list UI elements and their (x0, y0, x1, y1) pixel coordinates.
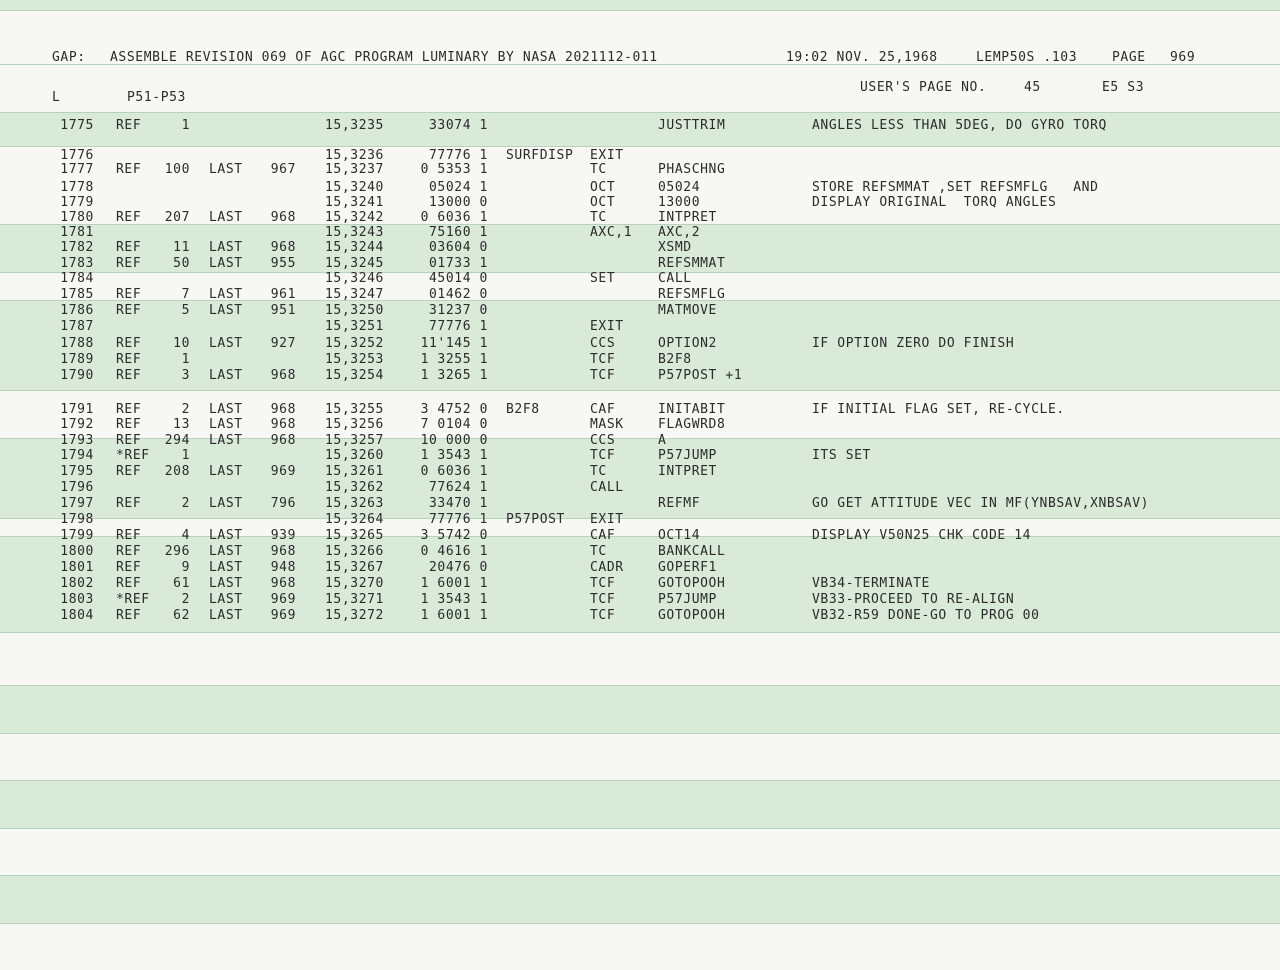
listing-refnum: 296 (164, 544, 190, 559)
header-line-1 (0, 50, 1196, 66)
listing-word: 1 6001 1 (420, 576, 488, 591)
listing-refnum: 1 (181, 352, 190, 367)
listing-addr: 15,3264 (325, 512, 384, 527)
listing-row (0, 544, 1280, 560)
listing-refnum: 207 (164, 210, 190, 225)
greenbar-rule (0, 10, 1280, 11)
listing-lastnum: 961 (270, 287, 296, 302)
listing-refnum: 50 (173, 256, 190, 271)
listing-ref: REF (116, 118, 142, 133)
listing-word: 1 3255 1 (420, 352, 488, 367)
listing-addr: 15,3272 (325, 608, 384, 623)
listing-ref: REF (116, 303, 142, 318)
listing-lastnum: 968 (270, 544, 296, 559)
listing-addr: 15,3261 (325, 464, 384, 479)
listing-operand: CALL (658, 271, 692, 286)
listing-addr: 15,3257 (325, 433, 384, 448)
listing-refnum: 294 (164, 433, 190, 448)
listing-word: 75160 1 (429, 225, 488, 240)
listing-row (0, 560, 1280, 576)
listing-word: 77776 1 (429, 319, 488, 334)
listing-operand: OCT14 (658, 528, 701, 543)
listing-op: MASK (590, 417, 624, 432)
program-label: P51-P53 (127, 90, 186, 105)
listing-line: 1782 (60, 240, 94, 255)
listing-operand: GOTOPOOH (658, 608, 726, 623)
listing-refnum: 2 (181, 592, 190, 607)
listing-ref: REF (116, 162, 142, 177)
listing-op: CAF (590, 402, 616, 417)
listing-last: LAST (209, 303, 243, 318)
listing-line: 1800 (60, 544, 94, 559)
listing-refnum: 61 (173, 576, 190, 591)
listing-line: 1797 (60, 496, 94, 511)
listing-row (0, 480, 1280, 496)
listing-line: 1794 (60, 448, 94, 463)
listing-lastnum: 968 (270, 576, 296, 591)
listing-ref: REF (116, 528, 142, 543)
listing-line: 1778 (60, 180, 94, 195)
listing-comment: IF OPTION ZERO DO FINISH (812, 336, 1015, 351)
listing-row (0, 608, 1280, 624)
listing-op: TCF (590, 608, 616, 623)
greenbar-band (0, 0, 1280, 10)
listing-line: 1776 (60, 148, 94, 163)
listing-op: TC (590, 162, 607, 177)
listing-line: 1793 (60, 433, 94, 448)
listing-last: LAST (209, 402, 243, 417)
listing-addr: 15,3260 (325, 448, 384, 463)
listing-row (0, 368, 1280, 384)
listing-addr: 15,3250 (325, 303, 384, 318)
listing-ref: REF (116, 560, 142, 575)
listing-ref: REF (116, 256, 142, 271)
listing-word: 10 000 0 (420, 433, 488, 448)
listing-operand: 13000 (658, 195, 701, 210)
gap-label: GAP: (52, 50, 86, 65)
listing-comment: VB32-R59 DONE-GO TO PROG 00 (812, 608, 1040, 623)
listing-addr: 15,3251 (325, 319, 384, 334)
listing-op: CAF (590, 528, 616, 543)
listing-lastnum: 968 (270, 368, 296, 383)
listing-refnum: 1 (181, 448, 190, 463)
listing-ref: *REF (116, 448, 150, 463)
listing-row (0, 433, 1280, 449)
greenbar-rule (0, 685, 1280, 686)
listing-last: LAST (209, 256, 243, 271)
listing-addr: 15,3270 (325, 576, 384, 591)
listing-line: 1777 (60, 162, 94, 177)
listing-row (0, 352, 1280, 368)
listing-refnum: 62 (173, 608, 190, 623)
listing-word: 0 5353 1 (420, 162, 488, 177)
listing-ref: REF (116, 240, 142, 255)
listing-line: 1795 (60, 464, 94, 479)
greenbar-rule (0, 828, 1280, 829)
listing-label: B2F8 (506, 402, 540, 417)
listing-op: OCT (590, 180, 616, 195)
listing-word: 31237 0 (429, 303, 488, 318)
listing-addr: 15,3245 (325, 256, 384, 271)
greenbar-rule (0, 923, 1280, 924)
listing-row (0, 417, 1280, 433)
listing-last: LAST (209, 560, 243, 575)
page-label: PAGE (1112, 50, 1146, 65)
listing-row (0, 225, 1280, 241)
listing-operand: JUSTTRIM (658, 118, 726, 133)
listing-lastnum: 927 (270, 336, 296, 351)
listing-ref: REF (116, 336, 142, 351)
listing-lastnum: 939 (270, 528, 296, 543)
users-page-label: USER'S PAGE NO. (860, 80, 987, 95)
listing-operand: INITABIT (658, 402, 726, 417)
listing-comment: VB33-PROCEED TO RE-ALIGN (812, 592, 1015, 607)
listing-ref: REF (116, 402, 142, 417)
listing-addr: 15,3263 (325, 496, 384, 511)
listing-line: 1783 (60, 256, 94, 271)
listing-op: CADR (590, 560, 624, 575)
listing-row (0, 287, 1280, 303)
listing-comment: ANGLES LESS THAN 5DEG, DO GYRO TORQ (812, 118, 1107, 133)
listing-line: 1789 (60, 352, 94, 367)
listing-op: TCF (590, 352, 616, 367)
listing-word: 0 6036 1 (420, 210, 488, 225)
listing-ref: REF (116, 352, 142, 367)
listing-operand: B2F8 (658, 352, 692, 367)
listing-row (0, 162, 1280, 178)
listing-refnum: 2 (181, 402, 190, 417)
listing-refnum: 208 (164, 464, 190, 479)
listing-refnum: 9 (181, 560, 190, 575)
listing-operand: OPTION2 (658, 336, 717, 351)
listing-refnum: 1 (181, 118, 190, 133)
listing-operand: MATMOVE (658, 303, 717, 318)
listing-addr: 15,3267 (325, 560, 384, 575)
listing-word: 45014 0 (429, 271, 488, 286)
listing-line: 1781 (60, 225, 94, 240)
listing-operand: INTPRET (658, 464, 717, 479)
listing-lastnum: 968 (270, 433, 296, 448)
listing-word: 13000 0 (429, 195, 488, 210)
listing-last: LAST (209, 544, 243, 559)
listing-line: 1804 (60, 608, 94, 623)
listing-operand: GOPERF1 (658, 560, 717, 575)
listing-lastnum: 955 (270, 256, 296, 271)
greenbar-band (0, 875, 1280, 923)
listing-last: LAST (209, 240, 243, 255)
listing-ref: REF (116, 608, 142, 623)
listing-ref: *REF (116, 592, 150, 607)
listing-ref: REF (116, 464, 142, 479)
listing-word: 3 5742 0 (420, 528, 488, 543)
listing-last: LAST (209, 287, 243, 302)
listing-refnum: 100 (164, 162, 190, 177)
listing-addr: 15,3235 (325, 118, 384, 133)
listing-line: 1796 (60, 480, 94, 495)
listing-ref: REF (116, 210, 142, 225)
listing-addr: 15,3253 (325, 352, 384, 367)
listing-line: 1792 (60, 417, 94, 432)
listing-line: 1802 (60, 576, 94, 591)
listing-word: 1 3265 1 (420, 368, 488, 383)
listing-last: LAST (209, 496, 243, 511)
listing-line: 1775 (60, 118, 94, 133)
listing-last: LAST (209, 433, 243, 448)
listing-line: 1799 (60, 528, 94, 543)
time-date: 19:02 NOV. 25,1968 (786, 50, 938, 65)
listing-operand: INTPRET (658, 210, 717, 225)
listing-row (0, 512, 1280, 528)
listing-comment: GO GET ATTITUDE VEC IN MF(YNBSAV,XNBSAV) (812, 496, 1150, 511)
assemble-text: ASSEMBLE REVISION 069 OF AGC PROGRAM LUMINARY BY NASA 2021112-011 (110, 50, 658, 65)
listing-line: 1784 (60, 271, 94, 286)
listing-operand: REFSMMAT (658, 256, 726, 271)
listing-word: 1 3543 1 (420, 448, 488, 463)
listing-line: 1788 (60, 336, 94, 351)
listing-addr: 15,3237 (325, 162, 384, 177)
listing-last: LAST (209, 608, 243, 623)
listing-op: CALL (590, 480, 624, 495)
listing-row (0, 180, 1280, 196)
listing-refnum: 2 (181, 496, 190, 511)
listing-operand: AXC,2 (658, 225, 701, 240)
listing-op: OCT (590, 195, 616, 210)
listing-word: 01462 0 (429, 287, 488, 302)
listing-addr: 15,3243 (325, 225, 384, 240)
listing-refnum: 13 (173, 417, 190, 432)
listing-operand: PHASCHNG (658, 162, 726, 177)
listing-op: TCF (590, 576, 616, 591)
listing-line: 1790 (60, 368, 94, 383)
header-line-3 (0, 90, 186, 106)
listing-addr: 15,3241 (325, 195, 384, 210)
listing-lastnum: 969 (270, 608, 296, 623)
listing-word: 1 3543 1 (420, 592, 488, 607)
listing-word: 33074 1 (429, 118, 488, 133)
greenbar-band (0, 685, 1280, 733)
listing-word: 1 6001 1 (420, 608, 488, 623)
listing-word: 77624 1 (429, 480, 488, 495)
listing-operand: FLAGWRD8 (658, 417, 726, 432)
listing-comment: DISPLAY ORIGINAL TORQ ANGLES (812, 195, 1057, 210)
listing-last: LAST (209, 368, 243, 383)
listing-line: 1801 (60, 560, 94, 575)
listing-row (0, 592, 1280, 608)
listing-line: 1787 (60, 319, 94, 334)
listing-op: SET (590, 271, 616, 286)
listing-operand: REFSMFLG (658, 287, 726, 302)
listing-word: 77776 1 (429, 148, 488, 163)
listing-last: LAST (209, 464, 243, 479)
listing-ref: REF (116, 368, 142, 383)
listing-addr: 15,3240 (325, 180, 384, 195)
listing-row (0, 464, 1280, 480)
listing-word: 03604 0 (429, 240, 488, 255)
listing-lastnum: 969 (270, 464, 296, 479)
listing-line: 1779 (60, 195, 94, 210)
listing-op: TC (590, 210, 607, 225)
greenbar-rule (0, 875, 1280, 876)
greenbar-rule (0, 390, 1280, 391)
listing-word: 3 4752 0 (420, 402, 488, 417)
listing-lastnum: 968 (270, 210, 296, 225)
listing-comment: ITS SET (812, 448, 871, 463)
listing-lastnum: 951 (270, 303, 296, 318)
listing-refnum: 7 (181, 287, 190, 302)
users-page-number: 45 (1024, 80, 1041, 95)
listing-addr: 15,3262 (325, 480, 384, 495)
listing-lastnum: 969 (270, 592, 296, 607)
listing-lastnum: 968 (270, 240, 296, 255)
listing-row (0, 256, 1280, 272)
listing-op: EXIT (590, 512, 624, 527)
page-number: 969 (1170, 50, 1196, 65)
listing-comment: IF INITIAL FLAG SET, RE-CYCLE. (812, 402, 1065, 417)
listing-operand: GOTOPOOH (658, 576, 726, 591)
listing-row (0, 528, 1280, 544)
listing-row (0, 303, 1280, 319)
listing-word: 11'145 1 (420, 336, 488, 351)
listing-lastnum: 796 (270, 496, 296, 511)
listing-lastnum: 948 (270, 560, 296, 575)
listing-op: TCF (590, 592, 616, 607)
listing-ref: REF (116, 417, 142, 432)
listing-op: EXIT (590, 319, 624, 334)
listing-row (0, 496, 1280, 512)
listing-addr: 15,3271 (325, 592, 384, 607)
listing-addr: 15,3265 (325, 528, 384, 543)
listing-refnum: 11 (173, 240, 190, 255)
listing-comment: DISPLAY V50N25 CHK CODE 14 (812, 528, 1032, 543)
listing-label: SURFDISP (506, 148, 574, 163)
listing-refnum: 4 (181, 528, 190, 543)
listing-line: 1791 (60, 402, 94, 417)
listing-op: AXC,1 (590, 225, 633, 240)
greenbar-rule (0, 733, 1280, 734)
listing-op: TCF (590, 368, 616, 383)
listing-word: 77776 1 (429, 512, 488, 527)
listing-row (0, 319, 1280, 335)
listing-operand: REFMF (658, 496, 701, 511)
listing-row (0, 240, 1280, 256)
listing-lastnum: 968 (270, 417, 296, 432)
listing-word: 20476 0 (429, 560, 488, 575)
listing-addr: 15,3242 (325, 210, 384, 225)
listing-row (0, 118, 1280, 134)
greenbar-rule (0, 780, 1280, 781)
listing-word: 33470 1 (429, 496, 488, 511)
listing-op: TC (590, 464, 607, 479)
listing-op: TCF (590, 448, 616, 463)
listing-ref: REF (116, 287, 142, 302)
listing-row (0, 336, 1280, 352)
listing-operand: P57JUMP (658, 592, 717, 607)
listing-row (0, 210, 1280, 226)
listing-row (0, 402, 1280, 418)
listing-operand: P57POST +1 (658, 368, 743, 383)
listing-addr: 15,3255 (325, 402, 384, 417)
listing-label: P57POST (506, 512, 565, 527)
listing-last: LAST (209, 528, 243, 543)
listing-addr: 15,3247 (325, 287, 384, 302)
listing-last: LAST (209, 210, 243, 225)
listing-refnum: 3 (181, 368, 190, 383)
l-marker: L (52, 90, 61, 105)
listing-ref: REF (116, 433, 142, 448)
listing-last: LAST (209, 162, 243, 177)
listing-op: TC (590, 544, 607, 559)
listing-comment: STORE REFSMMAT ,SET REFSMFLG AND (812, 180, 1099, 195)
listing-op: CCS (590, 433, 616, 448)
listing-lastnum: 967 (270, 162, 296, 177)
listing-ref: REF (116, 544, 142, 559)
listing-refnum: 10 (173, 336, 190, 351)
listing-line: 1785 (60, 287, 94, 302)
listing-ref: REF (116, 576, 142, 591)
listing-comment: VB34-TERMINATE (812, 576, 930, 591)
listing-row (0, 195, 1280, 211)
listing-op: EXIT (590, 148, 624, 163)
page-codes: E5 S3 (1102, 80, 1145, 95)
listing-last: LAST (209, 592, 243, 607)
listing-word: 01733 1 (429, 256, 488, 271)
listing-row (0, 271, 1280, 287)
listing-row (0, 576, 1280, 592)
listing-addr: 15,3252 (325, 336, 384, 351)
listing-operand: P57JUMP (658, 448, 717, 463)
listing-word: 0 6036 1 (420, 464, 488, 479)
listing-last: LAST (209, 417, 243, 432)
listing-row (0, 448, 1280, 464)
greenbar-rule (0, 146, 1280, 147)
lemp-code: LEMP50S .103 (976, 50, 1078, 65)
greenbar-band (0, 780, 1280, 828)
listing-addr: 15,3244 (325, 240, 384, 255)
listing-word: 7 0104 0 (420, 417, 488, 432)
listing-line: 1798 (60, 512, 94, 527)
listing-word: 0 4616 1 (420, 544, 488, 559)
listing-op: CCS (590, 336, 616, 351)
listing-line: 1786 (60, 303, 94, 318)
listing-addr: 15,3266 (325, 544, 384, 559)
listing-operand: 05024 (658, 180, 701, 195)
greenbar-rule (0, 632, 1280, 633)
listing-operand: A (658, 433, 667, 448)
listing-word: 05024 1 (429, 180, 488, 195)
listing-refnum: 5 (181, 303, 190, 318)
listing-addr: 15,3236 (325, 148, 384, 163)
listing-lastnum: 968 (270, 402, 296, 417)
listing-addr: 15,3246 (325, 271, 384, 286)
listing-operand: BANKCALL (658, 544, 726, 559)
listing-line: 1803 (60, 592, 94, 607)
listing-addr: 15,3256 (325, 417, 384, 432)
listing-last: LAST (209, 576, 243, 591)
greenbar-rule (0, 112, 1280, 113)
listing-ref: REF (116, 496, 142, 511)
listing-last: LAST (209, 336, 243, 351)
listing-operand: XSMD (658, 240, 692, 255)
listing-line: 1780 (60, 210, 94, 225)
listing-addr: 15,3254 (325, 368, 384, 383)
